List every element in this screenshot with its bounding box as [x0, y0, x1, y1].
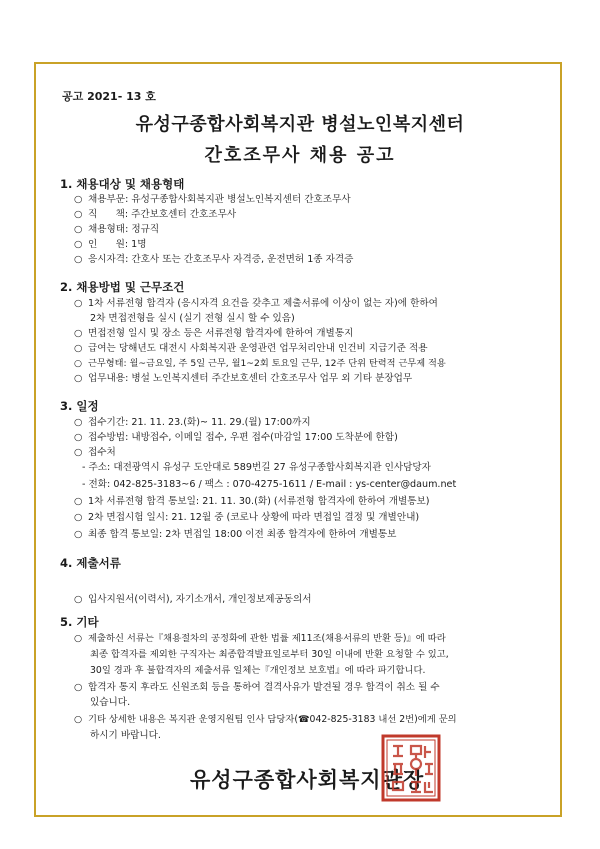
bullet-icon: ○ — [74, 512, 83, 523]
list-item: ○ 1차 서류전형 합격 통보일: 21. 11. 30.(화) (서류전형 합격자에 한하여 개별통보) — [74, 496, 430, 507]
list-item: ○ 최종 합격 통보일: 2차 면접일 18:00 이전 최종 합격자에 한하여 개별통보 — [74, 529, 397, 540]
bullet-icon: ○ — [74, 682, 83, 693]
list-item: ○ 근무형태: 월~금요일, 주 5일 근무, 월1~2회 토요일 근무, 12주 단위 탄력적 근무제 적용 — [74, 358, 446, 369]
list-item-continuation: 30일 경과 후 불합격자의 제출서류 일체는『개인정보 보호법』에 따라 파기합니다. — [90, 665, 426, 676]
section-2-heading: 2. 채용방법 및 근무조건 — [60, 280, 185, 294]
bullet-icon: ○ — [74, 358, 83, 369]
bullet-icon: ○ — [74, 224, 83, 235]
bullet-icon: ○ — [74, 432, 83, 443]
title-line-2: 간호조무사 채용 공고 — [204, 145, 396, 166]
list-item: ○ 접수처 — [74, 447, 116, 458]
bullet-icon: ○ — [74, 209, 83, 220]
notice-number: 공고 2021- 13 호 — [62, 90, 156, 103]
list-item: ○ 직 책: 주간보호센터 간호조무사 — [74, 209, 237, 220]
list-item-continuation: 있습니다. — [90, 697, 131, 708]
list-item: ○ 접수방법: 내방접수, 이메일 접수, 우편 접수(마감일 17:00 도착분에 한함) — [74, 432, 398, 443]
bullet-icon: ○ — [74, 254, 83, 265]
bullet-icon: ○ — [74, 194, 83, 205]
list-item: ○ 채용형태: 정규직 — [74, 224, 160, 235]
bullet-icon: ○ — [74, 714, 83, 725]
list-item: ○ 1차 서류전형 합격자 (응시자격 요건을 갖추고 제출서류에 이상이 없는 자)에 한하여 — [74, 298, 438, 309]
bullet-icon: ○ — [74, 496, 83, 507]
section-3-heading: 3. 일정 — [60, 399, 99, 413]
contact-line: - 전화: 042-825-3183~6 / 팩스 : 070-4275-1611 / E-mail : ys-center@daum.net — [82, 479, 457, 490]
section-4-heading: 4. 제출서류 — [60, 556, 121, 570]
bullet-icon: ○ — [74, 594, 83, 605]
bullet-icon: ○ — [74, 447, 83, 458]
list-item: ○ 급여는 당해년도 대전시 사회복지관 운영관련 업무처리안내 인건비 지급기준 적용 — [74, 343, 428, 354]
list-item: ○ 인 원: 1명 — [74, 239, 147, 250]
bullet-icon: ○ — [74, 417, 83, 428]
list-item-continuation: 최종 합격자를 제외한 구직자는 최종합격발표일로부터 30일 이내에 반환 요청할 수 있고, — [90, 649, 449, 660]
bullet-icon: ○ — [74, 343, 83, 354]
list-item: ○ 업무내용: 병설 노인복지센터 주간보호센터 간호조무사 업무 외 기타 분장업무 — [74, 373, 413, 384]
list-item: ○ 입사지원서(이력서), 자기소개서, 개인정보제공동의서 — [74, 594, 312, 605]
section-1-heading: 1. 채용대상 및 채용형태 — [60, 177, 185, 191]
official-seal-icon — [381, 734, 441, 802]
list-item: ○ 합격자 통지 후라도 신원조회 등을 통하여 결격사유가 발견될 경우 합격이 취소 될 수 — [74, 682, 440, 693]
bullet-icon: ○ — [74, 529, 83, 540]
bullet-icon: ○ — [74, 239, 83, 250]
list-item-continuation: 2차 면접전형을 실시 (실기 전형 실시 할 수 있음) — [90, 313, 295, 324]
bullet-icon: ○ — [74, 328, 83, 339]
list-item: ○ 제출하신 서류는『채용절차의 공정화에 관한 법률 제11조(채용서류의 반환 등)』에 따라 — [74, 633, 446, 644]
list-item: ○ 채용부문: 유성구종합사회복지관 병설노인복지센터 간호조무사 — [74, 194, 351, 205]
organization-name: 유성구종합사회복지관장 — [190, 768, 425, 792]
list-item: ○ 면접전형 일시 및 장소 등은 서류전형 합격자에 한하여 개별통지 — [74, 328, 354, 339]
address-line: - 주소: 대전광역시 유성구 도안대로 589번길 27 유성구종합사회복지관 인사담당자 — [82, 462, 431, 473]
section-5-heading: 5. 기타 — [60, 615, 99, 629]
bullet-icon: ○ — [74, 633, 83, 644]
bullet-icon: ○ — [74, 373, 83, 384]
bullet-icon: ○ — [74, 298, 83, 309]
list-item: ○ 2차 면접시험 일시: 21. 12월 중 (코로나 상황에 따라 면접일 결정 및 개별안내) — [74, 512, 420, 523]
list-item: ○ 응시자격: 간호사 또는 간호조무사 자격증, 운전면허 1종 자격증 — [74, 254, 354, 265]
list-item-continuation: 하시기 바랍니다. — [90, 730, 161, 741]
title-line-1: 유성구종합사회복지관 병설노인복지센터 — [135, 114, 465, 135]
list-item: ○ 기타 상세한 내용은 복지관 운영지원팀 인사 담당자(☎042-825-3183 내선 2번)에게 문의 — [74, 714, 457, 725]
list-item: ○ 접수기간: 21. 11. 23.(화)~ 11. 29.(월) 17:00까지 — [74, 417, 311, 428]
